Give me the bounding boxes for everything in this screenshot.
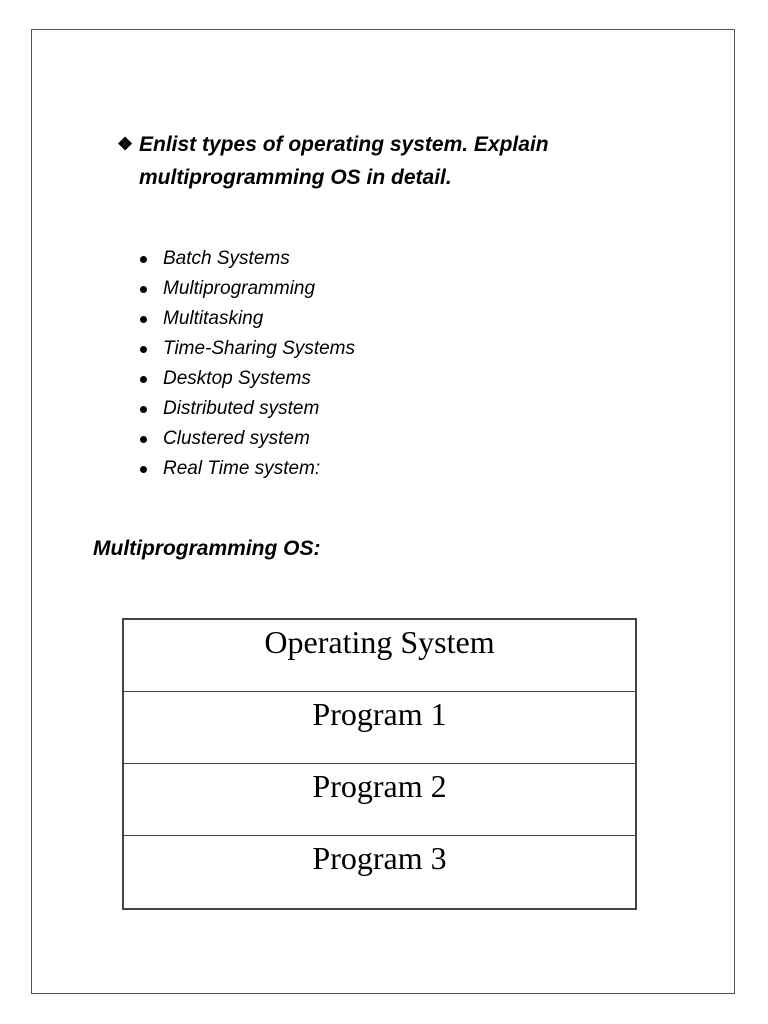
diamond-bullet-icon: ❖ [117, 134, 134, 154]
list-item-label: Distributed system [163, 398, 320, 419]
list-item [138, 364, 355, 394]
list-item [138, 274, 355, 304]
list-item-label: Real Time system: [163, 458, 321, 479]
list-item [138, 454, 355, 484]
bullet-icon [140, 436, 147, 443]
list-item-label: Desktop Systems [163, 368, 311, 389]
list-item [138, 244, 355, 274]
os-types-list [138, 244, 355, 484]
list-item [138, 394, 355, 424]
list-item-label: Time-Sharing Systems [163, 338, 355, 359]
memory-block-program-1: Program 1 [124, 692, 635, 764]
list-item [138, 424, 355, 454]
bullet-icon [140, 316, 147, 323]
bullet-icon [140, 406, 147, 413]
bullet-icon [140, 256, 147, 263]
question-text: Enlist types of operating system. Explain multiprogramming OS in detail. [139, 133, 549, 189]
memory-layout-diagram [122, 618, 637, 910]
bullet-icon [140, 376, 147, 383]
bullet-icon [140, 286, 147, 293]
list-item [138, 304, 355, 334]
bullet-icon [140, 466, 147, 473]
list-item-label: Batch Systems [163, 248, 290, 269]
bullet-icon [140, 346, 147, 353]
memory-block-program-2: Program 2 [124, 764, 635, 836]
list-item-label: Multiprogramming [163, 278, 316, 299]
list-item [138, 334, 355, 364]
section-heading: Multiprogramming OS: [93, 537, 321, 560]
memory-block-os: Operating System [124, 620, 635, 692]
list-item-label: Clustered system [163, 428, 310, 449]
memory-block-program-3: Program 3 [312, 840, 447, 876]
question-heading [117, 128, 637, 194]
list-item-label: Multitasking [163, 308, 264, 329]
